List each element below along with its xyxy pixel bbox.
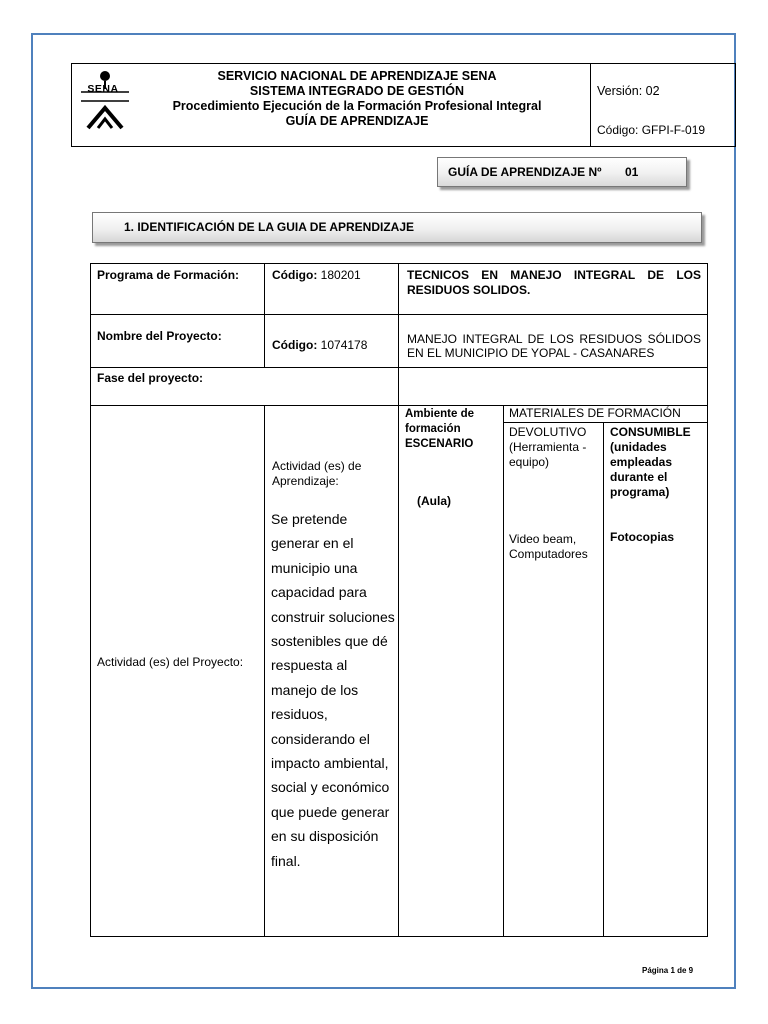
project-activity-label: Actividad (es) del Proyecto: [97, 655, 244, 669]
sena-logo-icon [78, 70, 132, 130]
header-title [127, 69, 587, 129]
program-code-label: Código: [272, 268, 318, 282]
environment-value: (Aula) [417, 494, 451, 508]
section-heading: 1. IDENTIFICACIÓN DE LA GUIA DE APRENDIZAJE [92, 212, 702, 243]
learning-activity-text: Se pretende generar en el municipio una capacidad para construir soluciones sostenibles que dé respuesta al manejo de los residuos, considerando el impacto ambiental, social y económico que puede generar en su disposición final. [271, 511, 395, 869]
header-title-line-1: SERVICIO NACIONAL DE APRENDIZAJE SENA [217, 69, 497, 83]
table-line [264, 263, 265, 368]
table-line [90, 367, 708, 368]
table-line [90, 263, 91, 937]
code-label: Código: GFPI-F-019 [597, 123, 706, 137]
program-code [272, 268, 397, 283]
table-line [503, 405, 504, 937]
phase-label: Fase del proyecto: [97, 371, 204, 385]
table-line [503, 422, 708, 423]
table-line [707, 263, 708, 937]
project-code [272, 338, 397, 353]
table-line [264, 405, 265, 937]
table-line [90, 936, 708, 937]
header-title-line-3: Procedimiento Ejecución de la Formación Profesional Integral [172, 99, 542, 113]
table-line [603, 422, 604, 937]
materials-label: MATERIALES DE FORMACIÓN [509, 406, 681, 420]
document-header [71, 63, 736, 147]
project-code-value: 1074178 [320, 338, 368, 352]
learning-activity-label: Actividad (es) de Aprendizaje: [272, 459, 362, 488]
returnable-value: Video beam, Computadores [509, 532, 588, 561]
project-name: MANEJO INTEGRAL DE LOS RESIDUOS SÓLIDOS EN EL MUNICIPIO DE YOPAL - CASANARES [407, 332, 701, 360]
page-number: Página 1 de 9 [642, 966, 694, 975]
guide-number-label: GUÍA DE APRENDIZAJE Nº [448, 165, 602, 179]
logo-text: SENA [87, 83, 119, 95]
environment-label: Ambiente de formación ESCENARIO [405, 408, 475, 450]
program-name: TECNICOS EN MANEJO INTEGRAL DE LOS RESIDUOS SOLIDOS. [407, 268, 701, 297]
header-title-line-2: SISTEMA INTEGRADO DE GESTIÓN [249, 84, 465, 98]
program-code-value: 180201 [320, 268, 361, 282]
header-title-line-4: GUÍA DE APRENDIZAJE [285, 114, 429, 128]
version-label: Versión: 02 [597, 84, 660, 98]
program-label: Programa de Formación: [97, 268, 240, 282]
returnable-label: DEVOLUTIVO (Herramienta - equipo) [509, 425, 587, 469]
consumable-label: CONSUMIBLE (unidades empleadas durante el programa) [610, 425, 691, 499]
table-line [398, 263, 399, 937]
project-label: Nombre del Proyecto: [97, 329, 222, 343]
table-line [90, 263, 708, 264]
table-line [90, 314, 708, 315]
consumable-value: Fotocopias [610, 530, 675, 544]
project-code-label: Código: [272, 338, 318, 352]
guide-number-value: 01 [625, 165, 639, 179]
header-divider [590, 64, 591, 146]
guide-number-box [437, 157, 687, 187]
